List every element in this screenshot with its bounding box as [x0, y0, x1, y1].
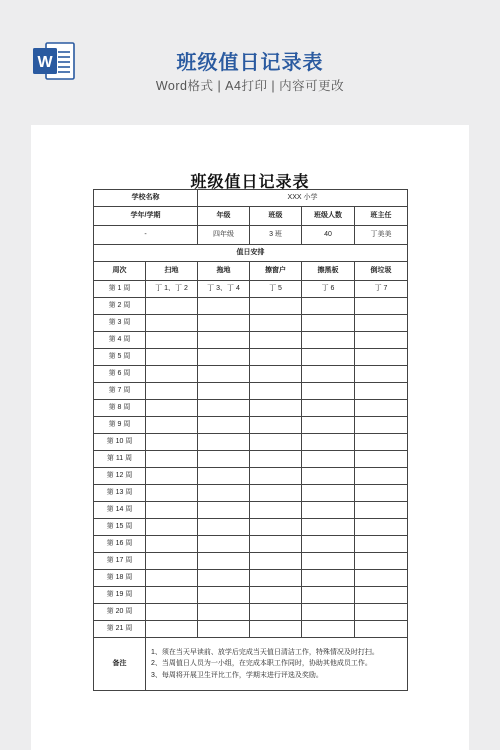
duty-cell	[250, 400, 302, 417]
duty-cell	[146, 417, 198, 434]
duty-cell	[198, 366, 250, 383]
duty-cell	[198, 298, 250, 315]
week-label: 第 17 周	[94, 553, 146, 570]
notes-content	[146, 638, 408, 691]
duty-cell	[198, 536, 250, 553]
document-title: 班级值日记录表	[190, 174, 310, 191]
duty-cell	[302, 451, 355, 468]
duty-cell	[146, 536, 198, 553]
section-row	[94, 245, 408, 262]
duty-cell	[146, 468, 198, 485]
duty-cell	[146, 451, 198, 468]
duty-cell	[198, 400, 250, 417]
duty-cell	[355, 349, 408, 366]
duty-cell	[250, 315, 302, 332]
info-value: -	[94, 226, 198, 245]
duty-cell	[146, 383, 198, 400]
info-value-row	[94, 226, 408, 245]
duty-cell	[302, 502, 355, 519]
duty-cell	[250, 485, 302, 502]
duty-cell	[198, 349, 250, 366]
info-header: 年级	[198, 207, 250, 226]
week-label: 第 7 周	[94, 383, 146, 400]
duty-cell	[250, 587, 302, 604]
page-subtitle: Word格式 | A4打印 | 内容可更改	[155, 79, 345, 93]
duty-cell	[355, 468, 408, 485]
duty-cell	[302, 298, 355, 315]
week-label: 第 1 周	[94, 281, 146, 298]
note-line: 3、每周将开展卫生评比工作，学期末进行评选及奖励。	[151, 671, 323, 679]
info-header: 班级人数	[302, 207, 355, 226]
duty-cell	[355, 621, 408, 638]
info-value: 3 班	[250, 226, 302, 245]
week-label: 第 13 周	[94, 485, 146, 502]
week-row	[94, 332, 408, 349]
duty-cell	[355, 519, 408, 536]
duty-cell	[355, 400, 408, 417]
duty-cell	[146, 349, 198, 366]
notes-section	[94, 638, 408, 691]
week-row	[94, 621, 408, 638]
duty-cell	[302, 519, 355, 536]
duty-cell	[355, 485, 408, 502]
duty-cell	[302, 366, 355, 383]
duty-cell	[146, 553, 198, 570]
week-row	[94, 502, 408, 519]
info-value: 40	[302, 226, 355, 245]
duty-cell	[302, 332, 355, 349]
week-row	[94, 604, 408, 621]
duty-cell	[250, 502, 302, 519]
week-label: 第 21 周	[94, 621, 146, 638]
duty-cell	[302, 417, 355, 434]
duty-cell	[198, 587, 250, 604]
week-row	[94, 570, 408, 587]
duty-cell	[250, 383, 302, 400]
week-row	[94, 519, 408, 536]
duty-cell	[146, 519, 198, 536]
duty-header: 擦黑板	[302, 262, 355, 281]
week-row	[94, 536, 408, 553]
week-row	[94, 281, 408, 298]
document-page	[31, 125, 469, 750]
page-title: 班级值日记录表	[176, 52, 324, 74]
week-label: 第 14 周	[94, 502, 146, 519]
duty-cell	[355, 383, 408, 400]
duty-cell	[146, 434, 198, 451]
duty-cell: 丁 1、丁 2	[146, 281, 198, 298]
duty-cell	[198, 417, 250, 434]
duty-cell	[355, 587, 408, 604]
duty-cell	[250, 298, 302, 315]
info-value: 丁美美	[355, 226, 408, 245]
duty-cell	[146, 570, 198, 587]
duty-cell	[250, 536, 302, 553]
duty-cell	[302, 383, 355, 400]
duty-cell	[146, 485, 198, 502]
duty-cell	[355, 417, 408, 434]
duty-cell	[198, 604, 250, 621]
week-row	[94, 417, 408, 434]
duty-cell	[302, 315, 355, 332]
duty-cell	[146, 366, 198, 383]
week-row	[94, 553, 408, 570]
week-row	[94, 349, 408, 366]
duty-cell	[302, 468, 355, 485]
duty-cell	[355, 502, 408, 519]
duty-cell: 丁 3、丁 4	[198, 281, 250, 298]
duty-cell	[302, 621, 355, 638]
duty-cell	[198, 383, 250, 400]
week-label: 第 9 周	[94, 417, 146, 434]
week-row	[94, 366, 408, 383]
info-header: 学年/学期	[94, 207, 198, 226]
duty-cell	[302, 400, 355, 417]
duty-table	[93, 189, 408, 691]
week-label: 第 19 周	[94, 587, 146, 604]
duty-header: 周次	[94, 262, 146, 281]
week-label: 第 18 周	[94, 570, 146, 587]
info-header: 班主任	[355, 207, 408, 226]
duty-cell	[250, 553, 302, 570]
duty-cell	[198, 502, 250, 519]
week-label: 第 15 周	[94, 519, 146, 536]
duty-cell: 丁 6	[302, 281, 355, 298]
duty-cell	[302, 434, 355, 451]
section-label: 值日安排	[94, 245, 408, 262]
duty-header: 扫地	[146, 262, 198, 281]
duty-cell	[198, 519, 250, 536]
week-label: 第 8 周	[94, 400, 146, 417]
week-label: 第 6 周	[94, 366, 146, 383]
week-row	[94, 383, 408, 400]
duty-cell	[302, 485, 355, 502]
duty-cell	[302, 349, 355, 366]
notes-row	[94, 638, 408, 691]
duty-header: 倒垃圾	[355, 262, 408, 281]
duty-cell	[355, 298, 408, 315]
duty-cell	[198, 332, 250, 349]
duty-cell	[198, 570, 250, 587]
info-header: 班级	[250, 207, 302, 226]
duty-cell	[355, 332, 408, 349]
duty-cell	[198, 621, 250, 638]
week-rows	[94, 281, 408, 638]
duty-cell	[355, 451, 408, 468]
duty-cell	[146, 587, 198, 604]
word-icon-letter: W	[37, 54, 53, 71]
duty-cell	[302, 553, 355, 570]
week-row	[94, 451, 408, 468]
duty-cell	[355, 570, 408, 587]
notes-label: 备注	[94, 638, 146, 691]
duty-cell	[146, 502, 198, 519]
duty-cell	[250, 332, 302, 349]
duty-cell	[146, 400, 198, 417]
school-row	[94, 190, 408, 207]
week-label: 第 10 周	[94, 434, 146, 451]
duty-cell	[355, 315, 408, 332]
week-label: 第 12 周	[94, 468, 146, 485]
duty-cell	[198, 485, 250, 502]
duty-cell	[198, 451, 250, 468]
duty-cell	[146, 621, 198, 638]
duty-cell	[250, 621, 302, 638]
info-value: 四年级	[198, 226, 250, 245]
week-label: 第 3 周	[94, 315, 146, 332]
week-row	[94, 587, 408, 604]
week-label: 第 2 周	[94, 298, 146, 315]
duty-cell	[146, 298, 198, 315]
duty-cell	[250, 570, 302, 587]
duty-cell	[250, 451, 302, 468]
duty-cell	[250, 434, 302, 451]
duty-cell	[198, 315, 250, 332]
duty-cell	[250, 417, 302, 434]
note-line: 1、须在当天早读前、放学后完成当天值日清洁工作，特殊情况及时打扫。	[151, 649, 379, 657]
duty-cell	[146, 604, 198, 621]
week-row	[94, 298, 408, 315]
duty-header-row	[94, 262, 408, 281]
school-value: XXX 小学	[198, 190, 408, 207]
duty-cell	[355, 536, 408, 553]
duty-cell	[198, 553, 250, 570]
week-label: 第 20 周	[94, 604, 146, 621]
duty-header: 拖地	[198, 262, 250, 281]
week-row	[94, 315, 408, 332]
duty-cell	[250, 349, 302, 366]
info-header-row	[94, 207, 408, 226]
school-label: 学校名称	[94, 190, 198, 207]
duty-cell	[302, 570, 355, 587]
page-header	[0, 0, 500, 118]
week-row	[94, 468, 408, 485]
duty-cell	[250, 604, 302, 621]
duty-cell	[250, 468, 302, 485]
week-label: 第 11 周	[94, 451, 146, 468]
week-row	[94, 434, 408, 451]
duty-cell	[250, 519, 302, 536]
duty-table-body	[94, 190, 408, 281]
duty-cell	[302, 587, 355, 604]
duty-cell: 丁 7	[355, 281, 408, 298]
duty-cell	[302, 536, 355, 553]
duty-cell	[355, 434, 408, 451]
duty-header: 擦窗户	[250, 262, 302, 281]
week-label: 第 5 周	[94, 349, 146, 366]
week-row	[94, 400, 408, 417]
duty-cell	[198, 434, 250, 451]
duty-cell	[250, 366, 302, 383]
duty-cell: 丁 5	[250, 281, 302, 298]
week-row	[94, 485, 408, 502]
duty-cell	[355, 604, 408, 621]
duty-cell	[355, 366, 408, 383]
week-label: 第 4 周	[94, 332, 146, 349]
week-label: 第 16 周	[94, 536, 146, 553]
duty-cell	[198, 468, 250, 485]
duty-cell	[355, 553, 408, 570]
note-line: 2、当周值日人员为一小组，在完成本职工作同时，协助其他成员工作。	[151, 660, 372, 668]
duty-cell	[146, 315, 198, 332]
duty-cell	[302, 604, 355, 621]
duty-cell	[146, 332, 198, 349]
